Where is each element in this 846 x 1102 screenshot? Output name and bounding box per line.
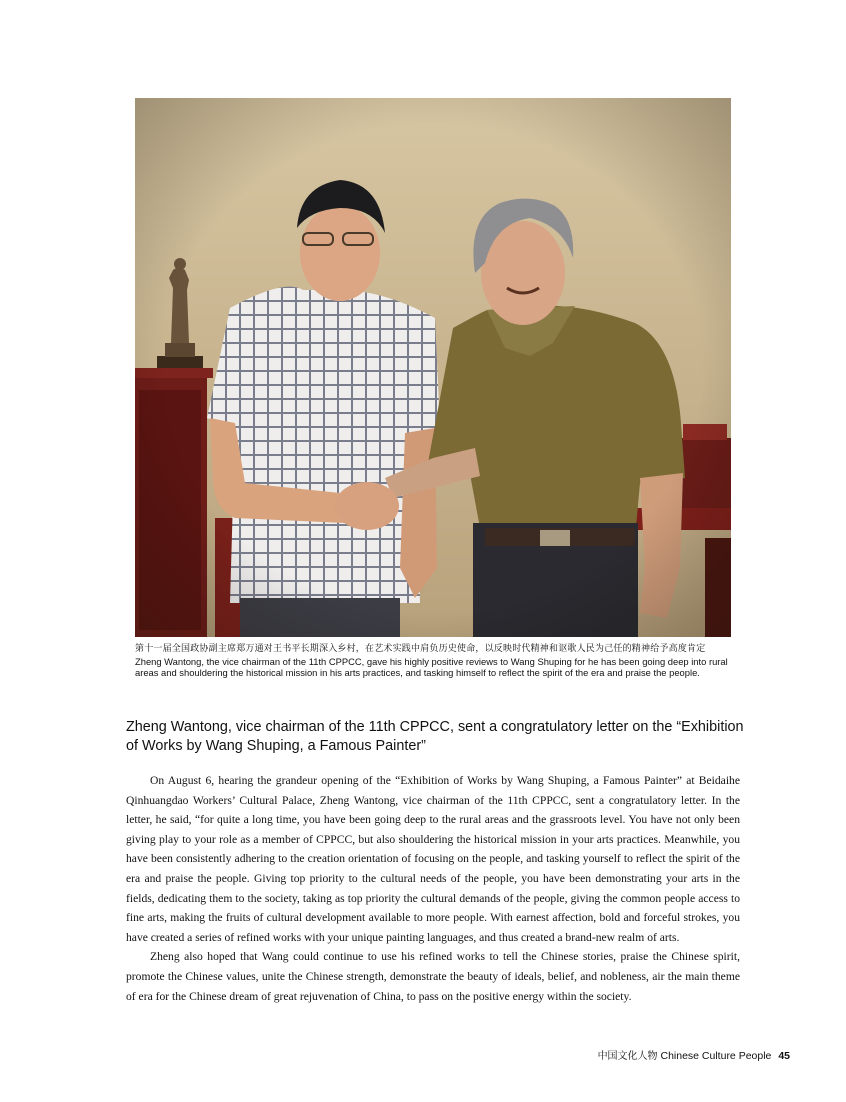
body-paragraph-1: On August 6, hearing the grandeur opening of the “Exhibition of Works by Wang Shuping, a Famous Painter” at Beidaihe Qinhuangdao Workers’ Cultural Palace, Zheng Wantong, vice chairman of the 11th CPPCC, sent a congratulatory letter. In the letter, he said, “for quite a long time, you have been going deep to the rural areas and the grassroots level. You have not only been giving play to your role as a member of CPPCC, but also shouldering the historical mission in your arts practices. Meanwhile, you have been consistently adhering to the creation orientation of focusing on the people, and tasking yourself to reflect the spirit of the era and praise the people. Giving top priority to the cultural needs of the people, you have been demonstrating your arts in the fields, dedicating them to the society, taking as top priority the cultural demands of the people, giving the common people access to fine arts, making the fruits of cultural development available to more people. With earnest affection, bold and forceful strokes, you have created a series of refined works with your unique painting languages, and thus created a brand-new realm of arts. <box>126 774 740 944</box>
caption-english: Zheng Wantong, the vice chairman of the 11th CPPCC, gave his highly positive reviews to Wang Shuping for he has been going deep into rural areas and shouldering the historical mission in his arts practices, and tasking himself to reflect the spirit of the era and praise the people. <box>135 655 728 679</box>
caption-chinese: 第十一届全国政协副主席郑万通对王书平长期深入乡村，在艺术实践中肩负历史使命，以反映时代精神和讴歌人民为己任的精神给予高度肯定 <box>135 644 706 654</box>
article-photo <box>135 98 731 637</box>
article-headline: Zheng Wantong, vice chairman of the 11th CPPCC, sent a congratulatory letter on the “Exhibition of Works by Wang Shuping, a Famous Painter” <box>126 719 744 754</box>
body-paragraph-2: Zheng also hoped that Wang could continue to use his refined works to tell the Chinese stories, praise the Chinese spirit, promote the Chinese values, unite the Chinese strength, demonstrate the beauty of ideals, belief, and nobleness, air the main theme of era for the Chinese dream of great rejuvenation of China, to pass on the positive energy within the society. <box>126 950 740 1003</box>
photo-caption <box>135 644 732 679</box>
footer-magazine-en: Chinese Culture People <box>660 1050 772 1062</box>
page-number: 45 <box>778 1050 790 1062</box>
footer-magazine-cn: 中国文化人物 <box>597 1051 658 1062</box>
article-body <box>126 771 740 1006</box>
photo-two-men-handshake-icon <box>135 98 731 637</box>
page-footer <box>598 1047 790 1062</box>
